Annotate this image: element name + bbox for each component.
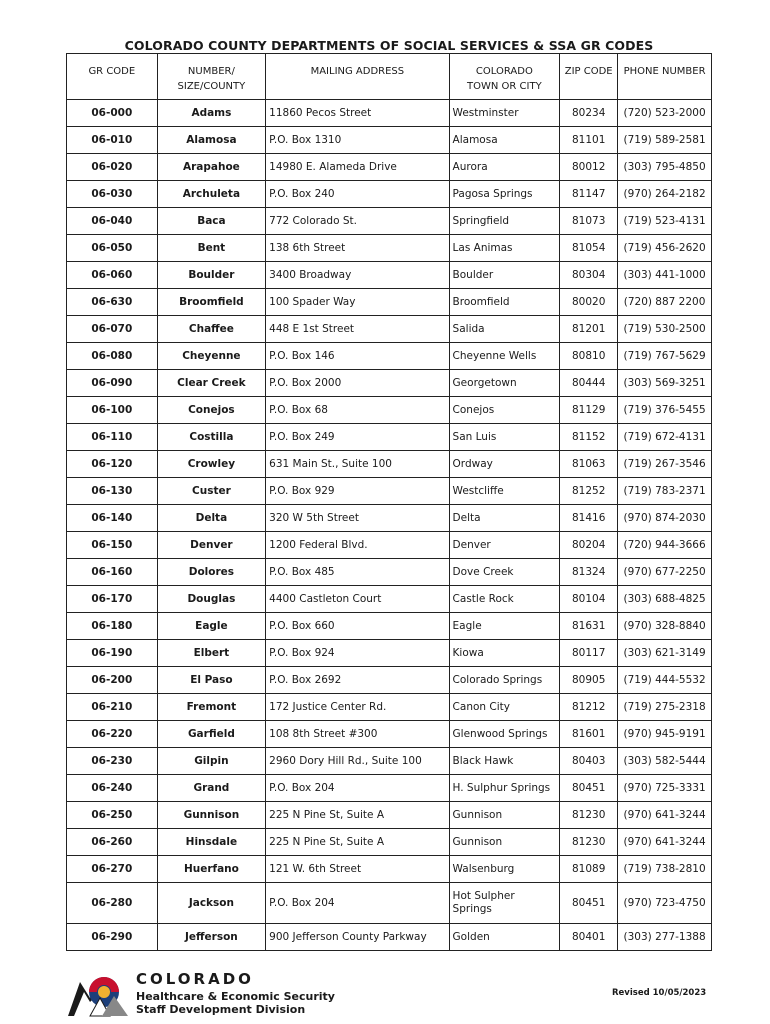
town-city-cell: Alamosa [449, 127, 560, 154]
town-city-cell: Walsenburg [449, 856, 560, 883]
zip-code-cell: 80304 [560, 262, 618, 289]
header-county: NUMBER/ SIZE/COUNTY [157, 54, 266, 100]
town-city-cell: Ordway [449, 451, 560, 478]
zip-code-cell: 81101 [560, 127, 618, 154]
town-city-cell: Gunnison [449, 802, 560, 829]
mailing-address-cell: P.O. Box 204 [266, 883, 449, 924]
gr-code-cell: 06-290 [67, 924, 158, 951]
phone-number-cell: (719) 783-2371 [618, 478, 712, 505]
header-gr-code: GR CODE [67, 54, 158, 100]
gr-codes-table [66, 53, 712, 951]
county-cell: Chaffee [157, 316, 266, 343]
phone-number-cell: (720) 523-2000 [618, 100, 712, 127]
town-city-cell: Castle Rock [449, 586, 560, 613]
phone-number-cell: (719) 523-4131 [618, 208, 712, 235]
town-city-cell: Westcliffe [449, 478, 560, 505]
town-city-cell: Delta [449, 505, 560, 532]
mailing-address-cell: 1200 Federal Blvd. [266, 532, 449, 559]
zip-code-cell: 80403 [560, 748, 618, 775]
county-cell: Gilpin [157, 748, 266, 775]
county-cell: Douglas [157, 586, 266, 613]
town-city-cell: San Luis [449, 424, 560, 451]
gr-code-cell: 06-180 [67, 613, 158, 640]
zip-code-cell: 80117 [560, 640, 618, 667]
town-city-cell: Colorado Springs [449, 667, 560, 694]
mailing-address-cell: 225 N Pine St, Suite A [266, 829, 449, 856]
mailing-address-cell: 225 N Pine St, Suite A [266, 802, 449, 829]
zip-code-cell: 81089 [560, 856, 618, 883]
town-city-cell: Black Hawk [449, 748, 560, 775]
phone-number-cell: (970) 725-3331 [618, 775, 712, 802]
table-row [67, 667, 712, 694]
gr-code-cell: 06-200 [67, 667, 158, 694]
gr-code-cell: 06-630 [67, 289, 158, 316]
town-city-cell: Glenwood Springs [449, 721, 560, 748]
town-city-cell: Dove Creek [449, 559, 560, 586]
phone-number-cell: (970) 641-3244 [618, 802, 712, 829]
county-cell: Baca [157, 208, 266, 235]
table-row [67, 478, 712, 505]
table-row [67, 924, 712, 951]
zip-code-cell: 80104 [560, 586, 618, 613]
county-cell: Cheyenne [157, 343, 266, 370]
phone-number-cell: (970) 641-3244 [618, 829, 712, 856]
mailing-address-cell: P.O. Box 68 [266, 397, 449, 424]
zip-code-cell: 81063 [560, 451, 618, 478]
town-city-cell: Hot Sulpher Springs [449, 883, 560, 924]
gr-code-cell: 06-140 [67, 505, 158, 532]
header-zip-code: ZIP CODE [560, 54, 618, 100]
phone-number-cell: (719) 530-2500 [618, 316, 712, 343]
mailing-address-cell: P.O. Box 660 [266, 613, 449, 640]
town-city-cell: Westminster [449, 100, 560, 127]
revised-date: Revised 10/05/2023 [612, 988, 707, 998]
zip-code-cell: 81416 [560, 505, 618, 532]
town-city-cell: Georgetown [449, 370, 560, 397]
mailing-address-cell: 772 Colorado St. [266, 208, 449, 235]
county-cell: Arapahoe [157, 154, 266, 181]
gr-code-cell: 06-090 [67, 370, 158, 397]
header-town-city: COLORADO TOWN OR CITY [449, 54, 560, 100]
phone-number-cell: (719) 767-5629 [618, 343, 712, 370]
county-cell: Boulder [157, 262, 266, 289]
county-cell: Jackson [157, 883, 266, 924]
header-phone-number: PHONE NUMBER [618, 54, 712, 100]
table-row [67, 316, 712, 343]
town-city-cell: Springfield [449, 208, 560, 235]
gr-code-cell: 06-190 [67, 640, 158, 667]
county-cell: Broomfield [157, 289, 266, 316]
table-row [67, 181, 712, 208]
gr-code-cell: 06-080 [67, 343, 158, 370]
phone-number-cell: (303) 582-5444 [618, 748, 712, 775]
zip-code-cell: 80444 [560, 370, 618, 397]
mailing-address-cell: 11860 Pecos Street [266, 100, 449, 127]
county-cell: Denver [157, 532, 266, 559]
county-cell: Fremont [157, 694, 266, 721]
mailing-address-cell: P.O. Box 924 [266, 640, 449, 667]
county-cell: Hinsdale [157, 829, 266, 856]
gr-code-cell: 06-160 [67, 559, 158, 586]
mailing-address-cell: 900 Jefferson County Parkway [266, 924, 449, 951]
phone-number-cell: (303) 688-4825 [618, 586, 712, 613]
table-row [67, 532, 712, 559]
town-city-cell: Golden [449, 924, 560, 951]
table-row [67, 694, 712, 721]
town-city-cell: Salida [449, 316, 560, 343]
phone-number-cell: (719) 267-3546 [618, 451, 712, 478]
county-cell: Dolores [157, 559, 266, 586]
town-city-cell: Eagle [449, 613, 560, 640]
phone-number-cell: (719) 376-5455 [618, 397, 712, 424]
mailing-address-cell: P.O. Box 2000 [266, 370, 449, 397]
mailing-address-cell: P.O. Box 929 [266, 478, 449, 505]
table-row [67, 262, 712, 289]
gr-code-cell: 06-150 [67, 532, 158, 559]
gr-code-cell: 06-270 [67, 856, 158, 883]
mailing-address-cell: 448 E 1st Street [266, 316, 449, 343]
town-city-cell: Boulder [449, 262, 560, 289]
county-cell: Alamosa [157, 127, 266, 154]
mailing-address-cell: 100 Spader Way [266, 289, 449, 316]
zip-code-cell: 80401 [560, 924, 618, 951]
phone-number-cell: (719) 589-2581 [618, 127, 712, 154]
zip-code-cell: 80234 [560, 100, 618, 127]
zip-code-cell: 80905 [560, 667, 618, 694]
mailing-address-cell: 172 Justice Center Rd. [266, 694, 449, 721]
zip-code-cell: 81252 [560, 478, 618, 505]
table-row [67, 370, 712, 397]
zip-code-cell: 81054 [560, 235, 618, 262]
gr-code-cell: 06-100 [67, 397, 158, 424]
county-cell: Clear Creek [157, 370, 266, 397]
logo-department-text: Healthcare & Economic Security [136, 990, 335, 1003]
phone-number-cell: (719) 672-4131 [618, 424, 712, 451]
table-row [67, 154, 712, 181]
phone-number-cell: (303) 569-3251 [618, 370, 712, 397]
gr-code-cell: 06-070 [67, 316, 158, 343]
table-row [67, 424, 712, 451]
table-row [67, 640, 712, 667]
phone-number-cell: (970) 264-2182 [618, 181, 712, 208]
phone-number-cell: (719) 456-2620 [618, 235, 712, 262]
table-row [67, 505, 712, 532]
town-city-cell: Denver [449, 532, 560, 559]
table-row [67, 235, 712, 262]
table-row [67, 397, 712, 424]
mailing-address-cell: 138 6th Street [266, 235, 449, 262]
mailing-address-cell: 3400 Broadway [266, 262, 449, 289]
phone-number-cell: (970) 328-8840 [618, 613, 712, 640]
mailing-address-cell: 2960 Dory Hill Rd., Suite 100 [266, 748, 449, 775]
gr-code-cell: 06-220 [67, 721, 158, 748]
table-row [67, 127, 712, 154]
zip-code-cell: 81631 [560, 613, 618, 640]
gr-code-cell: 06-210 [67, 694, 158, 721]
town-city-cell: Las Animas [449, 235, 560, 262]
town-city-cell: Broomfield [449, 289, 560, 316]
town-city-cell: H. Sulphur Springs [449, 775, 560, 802]
county-cell: Grand [157, 775, 266, 802]
zip-code-cell: 81129 [560, 397, 618, 424]
mailing-address-cell: 108 8th Street #300 [266, 721, 449, 748]
zip-code-cell: 81324 [560, 559, 618, 586]
town-city-cell: Kiowa [449, 640, 560, 667]
table-row [67, 748, 712, 775]
table-row [67, 208, 712, 235]
county-cell: Bent [157, 235, 266, 262]
mailing-address-cell: P.O. Box 1310 [266, 127, 449, 154]
table-row [67, 721, 712, 748]
table-row [67, 343, 712, 370]
county-cell: Delta [157, 505, 266, 532]
mailing-address-cell: P.O. Box 485 [266, 559, 449, 586]
zip-code-cell: 80020 [560, 289, 618, 316]
town-city-cell: Gunnison [449, 829, 560, 856]
phone-number-cell: (970) 723-4750 [618, 883, 712, 924]
mailing-address-cell: 631 Main St., Suite 100 [266, 451, 449, 478]
mailing-address-cell: P.O. Box 240 [266, 181, 449, 208]
town-city-cell: Aurora [449, 154, 560, 181]
zip-code-cell: 81152 [560, 424, 618, 451]
gr-code-cell: 06-170 [67, 586, 158, 613]
header-mailing-address: MAILING ADDRESS [266, 54, 449, 100]
county-cell: Jefferson [157, 924, 266, 951]
table-header-row [67, 54, 712, 100]
colorado-logo [66, 968, 336, 1018]
gr-code-cell: 06-260 [67, 829, 158, 856]
zip-code-cell: 81601 [560, 721, 618, 748]
county-cell: Garfield [157, 721, 266, 748]
phone-number-cell: (970) 677-2250 [618, 559, 712, 586]
phone-number-cell: (719) 738-2810 [618, 856, 712, 883]
document-title: COLORADO COUNTY DEPARTMENTS OF SOCIAL SERVICES & SSA GR CODES [124, 38, 654, 53]
gr-code-cell: 06-240 [67, 775, 158, 802]
county-cell: Conejos [157, 397, 266, 424]
phone-number-cell: (303) 277-1388 [618, 924, 712, 951]
table-row [67, 559, 712, 586]
county-cell: Elbert [157, 640, 266, 667]
table-row [67, 883, 712, 924]
gr-code-cell: 06-250 [67, 802, 158, 829]
gr-code-cell: 06-040 [67, 208, 158, 235]
table-row [67, 613, 712, 640]
zip-code-cell: 80204 [560, 532, 618, 559]
mailing-address-cell: P.O. Box 2692 [266, 667, 449, 694]
mailing-address-cell: P.O. Box 249 [266, 424, 449, 451]
county-cell: Adams [157, 100, 266, 127]
gr-code-cell: 06-030 [67, 181, 158, 208]
phone-number-cell: (303) 621-3149 [618, 640, 712, 667]
mailing-address-cell: 14980 E. Alameda Drive [266, 154, 449, 181]
zip-code-cell: 80451 [560, 883, 618, 924]
phone-number-cell: (720) 944-3666 [618, 532, 712, 559]
table-row [67, 100, 712, 127]
table-row [67, 586, 712, 613]
table-row [67, 802, 712, 829]
zip-code-cell: 80451 [560, 775, 618, 802]
zip-code-cell: 81212 [560, 694, 618, 721]
logo-colorado-text: COLORADO [136, 970, 254, 988]
mailing-address-cell: 4400 Castleton Court [266, 586, 449, 613]
zip-code-cell: 80810 [560, 343, 618, 370]
gr-code-cell: 06-280 [67, 883, 158, 924]
county-cell: El Paso [157, 667, 266, 694]
mailing-address-cell: 121 W. 6th Street [266, 856, 449, 883]
zip-code-cell: 81230 [560, 802, 618, 829]
phone-number-cell: (720) 887 2200 [618, 289, 712, 316]
gr-code-cell: 06-120 [67, 451, 158, 478]
table-row [67, 289, 712, 316]
town-city-cell: Cheyenne Wells [449, 343, 560, 370]
gr-code-cell: 06-010 [67, 127, 158, 154]
gr-code-cell: 06-060 [67, 262, 158, 289]
table-row [67, 829, 712, 856]
county-cell: Crowley [157, 451, 266, 478]
county-cell: Archuleta [157, 181, 266, 208]
zip-code-cell: 81073 [560, 208, 618, 235]
phone-number-cell: (719) 275-2318 [618, 694, 712, 721]
gr-code-cell: 06-050 [67, 235, 158, 262]
phone-number-cell: (970) 945-9191 [618, 721, 712, 748]
logo-division-text: Staff Development Division [136, 1003, 306, 1016]
phone-number-cell: (970) 874-2030 [618, 505, 712, 532]
gr-code-cell: 06-000 [67, 100, 158, 127]
zip-code-cell: 80012 [560, 154, 618, 181]
zip-code-cell: 81201 [560, 316, 618, 343]
gr-code-cell: 06-020 [67, 154, 158, 181]
mailing-address-cell: P.O. Box 204 [266, 775, 449, 802]
county-cell: Custer [157, 478, 266, 505]
table-row [67, 775, 712, 802]
table-row [67, 856, 712, 883]
county-cell: Costilla [157, 424, 266, 451]
county-cell: Huerfano [157, 856, 266, 883]
phone-number-cell: (303) 441-1000 [618, 262, 712, 289]
zip-code-cell: 81230 [560, 829, 618, 856]
gr-code-cell: 06-230 [67, 748, 158, 775]
gr-code-cell: 06-130 [67, 478, 158, 505]
colorado-mountain-logo-icon [66, 968, 130, 1018]
county-cell: Eagle [157, 613, 266, 640]
mailing-address-cell: 320 W 5th Street [266, 505, 449, 532]
table-row [67, 451, 712, 478]
town-city-cell: Canon City [449, 694, 560, 721]
town-city-cell: Conejos [449, 397, 560, 424]
table-body [67, 100, 712, 951]
town-city-cell: Pagosa Springs [449, 181, 560, 208]
zip-code-cell: 81147 [560, 181, 618, 208]
county-cell: Gunnison [157, 802, 266, 829]
mailing-address-cell: P.O. Box 146 [266, 343, 449, 370]
phone-number-cell: (719) 444-5532 [618, 667, 712, 694]
gr-code-cell: 06-110 [67, 424, 158, 451]
phone-number-cell: (303) 795-4850 [618, 154, 712, 181]
